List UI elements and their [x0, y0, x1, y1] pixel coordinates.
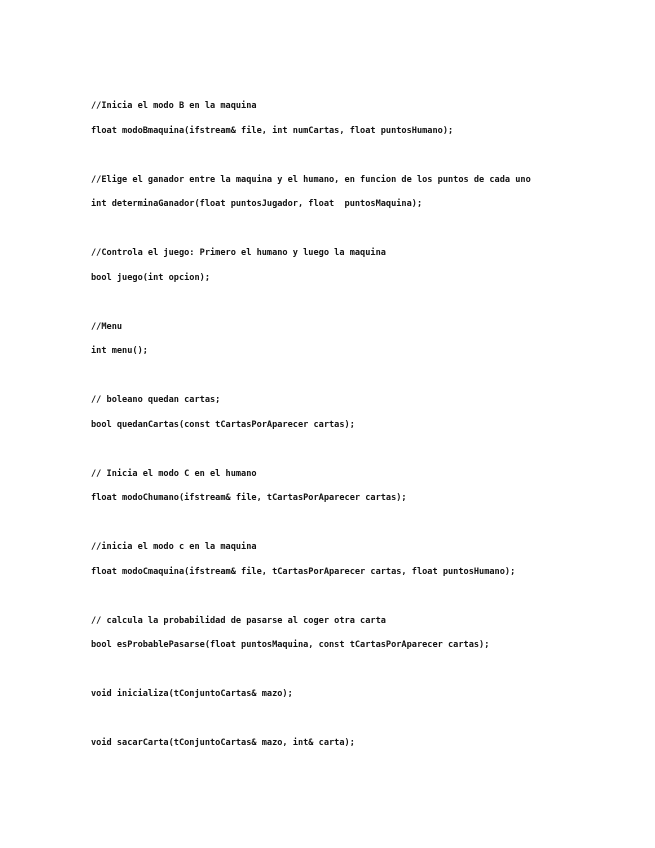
code-declaration: float modoCmaquina(ifstream& file, tCartasPorAparecer cartas, float puntosHumano);: [91, 566, 516, 577]
code-comment: //Elige el ganador entre la maquina y el humano, en funcion de los puntos de cada uno: [91, 174, 531, 185]
code-comment: //Inicia el modo B en la maquina: [91, 101, 257, 111]
code-declaration: int determinaGanador(float puntosJugador, float puntosMaquina);: [91, 199, 423, 209]
blank-line: [91, 589, 631, 614]
code-comment: //Menu: [91, 321, 123, 332]
blank-line: [91, 222, 631, 247]
code-declaration: void inicializa(tConjuntoCartas& mazo);: [91, 689, 293, 699]
blank-line: [91, 712, 631, 737]
blank-line: [91, 369, 631, 394]
blank-line: [91, 295, 631, 320]
code-comment: // Inicia el modo C en el humano: [91, 468, 257, 479]
code-comment: // boleano quedan cartas;: [91, 395, 221, 405]
blank-line: [91, 663, 631, 688]
blank-line: [91, 148, 631, 173]
blank-line: [91, 442, 631, 467]
code-comment: //inicia el modo c en la maquina: [91, 542, 257, 552]
code-declaration: bool juego(int opcion);: [91, 272, 210, 283]
code-declaration: float modoBmaquina(ifstream& file, int numCartas, float puntosHumano);: [91, 125, 454, 136]
code-comment: //Controla el juego: Primero el humano y luego la maquina: [91, 248, 386, 258]
code-declaration: float modoChumano(ifstream& file, tCartasPorAparecer cartas);: [91, 493, 407, 503]
code-declaration: void sacarCarta(tConjuntoCartas& mazo, int& carta);: [91, 738, 355, 748]
code-declaration: bool esProbablePasarse(float puntosMaquina, const tCartasPorAparecer cartas);: [91, 640, 490, 650]
code-declaration: int menu();: [91, 346, 148, 356]
code-comment: // calcula la probabilidad de pasarse al coger otra carta: [91, 615, 386, 626]
blank-line: [91, 516, 631, 541]
code-declaration: bool quedanCartas(const tCartasPorAparecer cartas);: [91, 419, 355, 430]
document-page: [91, 99, 631, 761]
